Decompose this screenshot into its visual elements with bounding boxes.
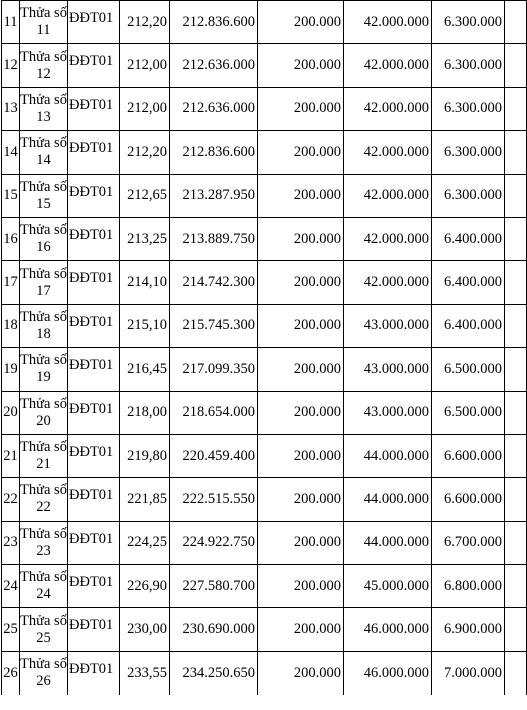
- cell-fee-3: 7.000.000: [432, 651, 505, 694]
- cell-land-value: 214.742.300: [170, 261, 258, 304]
- cell-row-number: 15: [2, 174, 20, 217]
- cell-plot-code: ĐĐT01: [68, 131, 120, 174]
- table-row: [2, 434, 527, 477]
- cell-row-number: 13: [2, 87, 20, 130]
- cell-fee-3: 6.400.000: [432, 217, 505, 260]
- cell-plot-name: [20, 391, 68, 434]
- cell-area: 215,10: [120, 304, 170, 347]
- cell-fee-1: 200.000: [258, 565, 344, 608]
- cell-empty: [505, 478, 527, 521]
- cell-fee-2: 44.000.000: [344, 478, 432, 521]
- cell-fee-1: 200.000: [258, 478, 344, 521]
- plot-name-number: 25: [36, 629, 51, 646]
- table-row: [2, 261, 527, 304]
- cell-fee-3: 6.700.000: [432, 521, 505, 564]
- cell-row-number: 21: [2, 434, 20, 477]
- cell-empty: [505, 261, 527, 304]
- cell-plot-code: ĐĐT01: [68, 478, 120, 521]
- cell-empty: [505, 565, 527, 608]
- plot-name-label: Thửa số: [20, 48, 67, 65]
- plot-name-label: Thửa số: [20, 222, 67, 239]
- cell-plot-name: [20, 217, 68, 260]
- cell-land-value: 212.636.000: [170, 87, 258, 130]
- cell-row-number: 23: [2, 521, 20, 564]
- table-row: [2, 174, 527, 217]
- cell-plot-code: ĐĐT01: [68, 304, 120, 347]
- plot-name-number: 23: [36, 542, 51, 559]
- cell-area: 212,20: [120, 1, 170, 44]
- cell-empty: [505, 651, 527, 694]
- cell-fee-2: 42.000.000: [344, 217, 432, 260]
- cell-fee-2: 46.000.000: [344, 608, 432, 651]
- cell-plot-name: [20, 565, 68, 608]
- cell-land-value: 218.654.000: [170, 391, 258, 434]
- table-row: [2, 348, 527, 391]
- cell-plot-name: [20, 131, 68, 174]
- cell-land-value: 215.745.300: [170, 304, 258, 347]
- cell-row-number: 17: [2, 261, 20, 304]
- cell-fee-2: 42.000.000: [344, 44, 432, 87]
- cell-land-value: 224.922.750: [170, 521, 258, 564]
- plot-name-number: 13: [36, 108, 51, 125]
- plot-name-number: 17: [36, 282, 51, 299]
- cell-empty: [505, 391, 527, 434]
- cell-fee-2: 42.000.000: [344, 131, 432, 174]
- cell-area: 213,25: [120, 217, 170, 260]
- cell-fee-3: 6.900.000: [432, 608, 505, 651]
- cell-fee-2: 45.000.000: [344, 565, 432, 608]
- cell-empty: [505, 521, 527, 564]
- cell-plot-code: ĐĐT01: [68, 1, 120, 44]
- cell-fee-1: 200.000: [258, 348, 344, 391]
- cell-plot-name: [20, 608, 68, 651]
- cell-land-value: 212.636.000: [170, 44, 258, 87]
- cell-fee-3: 6.500.000: [432, 391, 505, 434]
- plot-name-number: 11: [36, 22, 51, 39]
- cell-fee-3: 6.300.000: [432, 44, 505, 87]
- cell-area: 214,10: [120, 261, 170, 304]
- cell-fee-1: 200.000: [258, 131, 344, 174]
- cell-plot-name: [20, 174, 68, 217]
- cell-plot-code: ĐĐT01: [68, 608, 120, 651]
- cell-plot-name: [20, 87, 68, 130]
- cell-fee-3: 6.800.000: [432, 565, 505, 608]
- cell-row-number: 25: [2, 608, 20, 651]
- cell-empty: [505, 434, 527, 477]
- plot-name-label: Thửa số: [20, 178, 67, 195]
- cell-plot-code: ĐĐT01: [68, 651, 120, 694]
- cell-land-value: 213.889.750: [170, 217, 258, 260]
- cell-plot-name: [20, 651, 68, 694]
- cell-fee-1: 200.000: [258, 608, 344, 651]
- plot-name-label: Thửa số: [20, 5, 67, 22]
- plot-name-label: Thửa số: [20, 395, 67, 412]
- table-row: [2, 391, 527, 434]
- cell-empty: [505, 87, 527, 130]
- cell-empty: [505, 44, 527, 87]
- cell-fee-2: 42.000.000: [344, 174, 432, 217]
- document-page: [1, 0, 502, 710]
- cell-fee-2: 43.000.000: [344, 391, 432, 434]
- cell-empty: [505, 217, 527, 260]
- table-row: [2, 217, 527, 260]
- cell-plot-code: ĐĐT01: [68, 565, 120, 608]
- cell-fee-3: 6.500.000: [432, 348, 505, 391]
- cell-plot-name: [20, 304, 68, 347]
- plot-name-number: 22: [36, 499, 51, 516]
- cell-row-number: 18: [2, 304, 20, 347]
- plot-name-label: Thửa số: [20, 612, 67, 629]
- cell-land-value: 230.690.000: [170, 608, 258, 651]
- table-row: [2, 608, 527, 651]
- cell-plot-code: ĐĐT01: [68, 261, 120, 304]
- cell-area: 230,00: [120, 608, 170, 651]
- plot-name-label: Thửa số: [20, 482, 67, 499]
- cell-fee-2: 46.000.000: [344, 651, 432, 694]
- cell-empty: [505, 1, 527, 44]
- cell-area: 212,65: [120, 174, 170, 217]
- cell-area: 218,00: [120, 391, 170, 434]
- cell-fee-1: 200.000: [258, 651, 344, 694]
- cell-fee-1: 200.000: [258, 391, 344, 434]
- cell-area: 216,45: [120, 348, 170, 391]
- table-row: [2, 478, 527, 521]
- cell-land-value: 227.580.700: [170, 565, 258, 608]
- plot-name-number: 14: [36, 152, 51, 169]
- table-row: [2, 521, 527, 564]
- cell-fee-2: 43.000.000: [344, 304, 432, 347]
- cell-row-number: 11: [2, 1, 20, 44]
- cell-plot-code: ĐĐT01: [68, 348, 120, 391]
- cell-fee-1: 200.000: [258, 217, 344, 260]
- cell-fee-3: 6.300.000: [432, 174, 505, 217]
- cell-fee-1: 200.000: [258, 521, 344, 564]
- cell-plot-code: ĐĐT01: [68, 174, 120, 217]
- cell-plot-name: [20, 1, 68, 44]
- plot-name-label: Thửa số: [20, 439, 67, 456]
- plot-name-number: 24: [36, 586, 51, 603]
- cell-fee-2: 42.000.000: [344, 261, 432, 304]
- cell-area: 219,80: [120, 434, 170, 477]
- cell-fee-3: 6.300.000: [432, 87, 505, 130]
- cell-land-value: 212.836.600: [170, 1, 258, 44]
- cell-fee-2: 44.000.000: [344, 521, 432, 564]
- plot-name-label: Thửa số: [20, 656, 67, 673]
- cell-fee-1: 200.000: [258, 87, 344, 130]
- cell-fee-1: 200.000: [258, 174, 344, 217]
- cell-area: 224,25: [120, 521, 170, 564]
- cell-area: 212,00: [120, 87, 170, 130]
- plot-name-label: Thửa số: [20, 265, 67, 282]
- cell-fee-1: 200.000: [258, 434, 344, 477]
- table-body: [2, 1, 527, 695]
- cell-plot-name: [20, 348, 68, 391]
- cell-plot-code: ĐĐT01: [68, 44, 120, 87]
- cell-plot-name: [20, 261, 68, 304]
- cell-plot-name: [20, 478, 68, 521]
- cell-plot-code: ĐĐT01: [68, 87, 120, 130]
- plot-name-label: Thửa số: [20, 569, 67, 586]
- cell-row-number: 14: [2, 131, 20, 174]
- cell-land-value: 234.250.650: [170, 651, 258, 694]
- cell-fee-3: 6.600.000: [432, 434, 505, 477]
- cell-land-value: 212.836.600: [170, 131, 258, 174]
- cell-plot-name: [20, 44, 68, 87]
- table-row: [2, 304, 527, 347]
- cell-plot-name: [20, 434, 68, 477]
- table-row: [2, 1, 527, 44]
- cell-fee-1: 200.000: [258, 44, 344, 87]
- plot-name-number: 18: [36, 325, 51, 342]
- cell-fee-1: 200.000: [258, 261, 344, 304]
- plot-name-label: Thửa số: [20, 135, 67, 152]
- cell-land-value: 217.099.350: [170, 348, 258, 391]
- cell-fee-2: 43.000.000: [344, 348, 432, 391]
- cell-fee-2: 42.000.000: [344, 87, 432, 130]
- cell-fee-1: 200.000: [258, 1, 344, 44]
- land-plot-price-table: [1, 0, 527, 695]
- plot-name-number: 19: [36, 369, 51, 386]
- cell-plot-code: ĐĐT01: [68, 521, 120, 564]
- cell-row-number: 16: [2, 217, 20, 260]
- plot-name-number: 12: [36, 65, 51, 82]
- cell-row-number: 26: [2, 651, 20, 694]
- cell-fee-2: 44.000.000: [344, 434, 432, 477]
- table-row: [2, 651, 527, 694]
- cell-empty: [505, 174, 527, 217]
- cell-row-number: 24: [2, 565, 20, 608]
- cell-plot-name: [20, 521, 68, 564]
- cell-fee-3: 6.300.000: [432, 1, 505, 44]
- table-row: [2, 44, 527, 87]
- cell-row-number: 22: [2, 478, 20, 521]
- plot-name-number: 21: [36, 456, 51, 473]
- plot-name-number: 16: [36, 239, 51, 256]
- cell-row-number: 19: [2, 348, 20, 391]
- cell-fee-3: 6.300.000: [432, 131, 505, 174]
- cell-empty: [505, 131, 527, 174]
- cell-fee-3: 6.600.000: [432, 478, 505, 521]
- cell-fee-1: 200.000: [258, 304, 344, 347]
- cell-fee-3: 6.400.000: [432, 304, 505, 347]
- cell-area: 212,00: [120, 44, 170, 87]
- cell-land-value: 220.459.400: [170, 434, 258, 477]
- cell-row-number: 20: [2, 391, 20, 434]
- cell-fee-3: 6.400.000: [432, 261, 505, 304]
- plot-name-label: Thửa số: [20, 352, 67, 369]
- cell-row-number: 12: [2, 44, 20, 87]
- cell-empty: [505, 304, 527, 347]
- table-row: [2, 131, 527, 174]
- plot-name-number: 15: [36, 195, 51, 212]
- cell-plot-code: ĐĐT01: [68, 217, 120, 260]
- cell-land-value: 213.287.950: [170, 174, 258, 217]
- table-row: [2, 87, 527, 130]
- cell-area: 212,20: [120, 131, 170, 174]
- cell-plot-code: ĐĐT01: [68, 391, 120, 434]
- plot-name-label: Thửa số: [20, 91, 67, 108]
- cell-fee-2: 42.000.000: [344, 1, 432, 44]
- cell-land-value: 222.515.550: [170, 478, 258, 521]
- plot-name-label: Thửa số: [20, 525, 67, 542]
- cell-area: 233,55: [120, 651, 170, 694]
- plot-name-label: Thửa số: [20, 308, 67, 325]
- cell-area: 221,85: [120, 478, 170, 521]
- cell-area: 226,90: [120, 565, 170, 608]
- plot-name-number: 26: [36, 673, 51, 690]
- plot-name-number: 20: [36, 412, 51, 429]
- cell-plot-code: ĐĐT01: [68, 434, 120, 477]
- cell-empty: [505, 348, 527, 391]
- table-row: [2, 565, 527, 608]
- cell-empty: [505, 608, 527, 651]
